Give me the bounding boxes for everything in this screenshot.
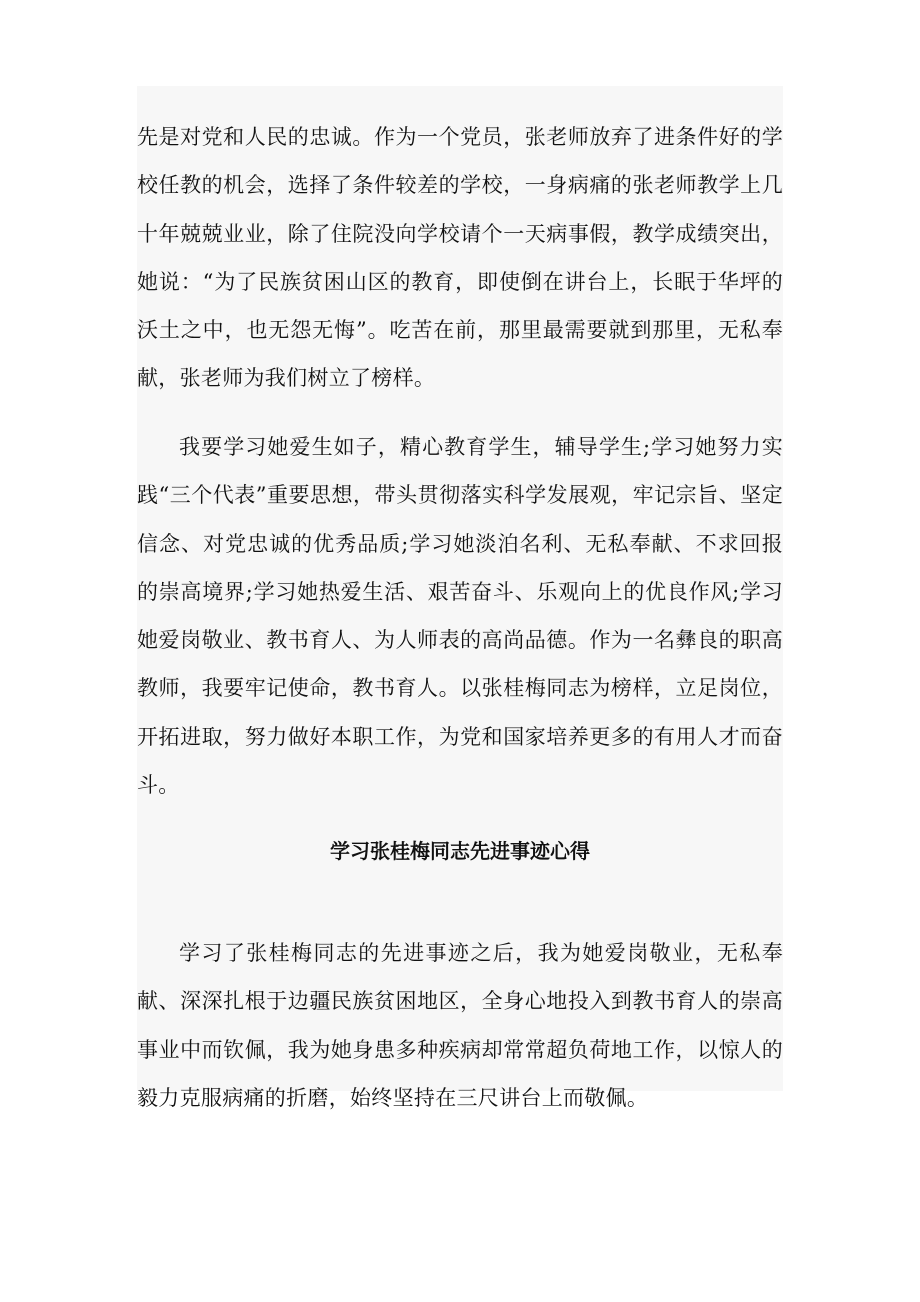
paragraph-loyalty: 先是对党和人民的忠诚。作为一个党员，张老师放弃了进条件好的学校任教的机会，选择了条件较差的学校，一身病痛的张老师教学上几十年兢兢业业，除了住院没向学校请个一天病事假，教学成绩突出，她说：“为了民族贫困山区的教育，即使倒在讲台上，长眠于华坪的沃土之中，也无怨无悔”。吃苦在前，那里最需要就到那里，无私奉献，张老师为我们树立了榜样。 [137,125,783,391]
paragraph-learning-goals: 我要学习她爱生如子，精心教育学生，辅导学生;学习她努力实践“三个代表”重要思想，带头贯彻落实科学发展观，牢记宗旨、坚定信念、对党忠诚的优秀品质;学习她淡泊名利、无私奉献、不求回报的崇高境界;学习她热爱生活、艰苦奋斗、乐观向上的优良作风;学习她爱岗敬业、教书育人、为人师表的高尚品德。作为一名彝良的职高教师，我要牢记使命，教书育人。以张桂梅同志为榜样，立足岗位，开拓进取，努力做好本职工作，为党和国家培养更多的有用人才而奋斗。 [137,435,783,798]
section-heading: 学习张桂梅同志先进事迹心得 [330,839,590,863]
document-page [137,86,783,1110]
paragraph-admiration: 学习了张桂梅同志的先进事迹之后，我为她爱岗敬业，无私奉献、深深扎根于边疆民族贫困地区，全身心地投入到教书育人的崇高事业中而钦佩，我为她身患多种疾病却常常超负荷地工作，以惊人的毅力克服病痛的折磨，始终坚持在三尺讲台上而敬佩。 [137,941,783,1110]
